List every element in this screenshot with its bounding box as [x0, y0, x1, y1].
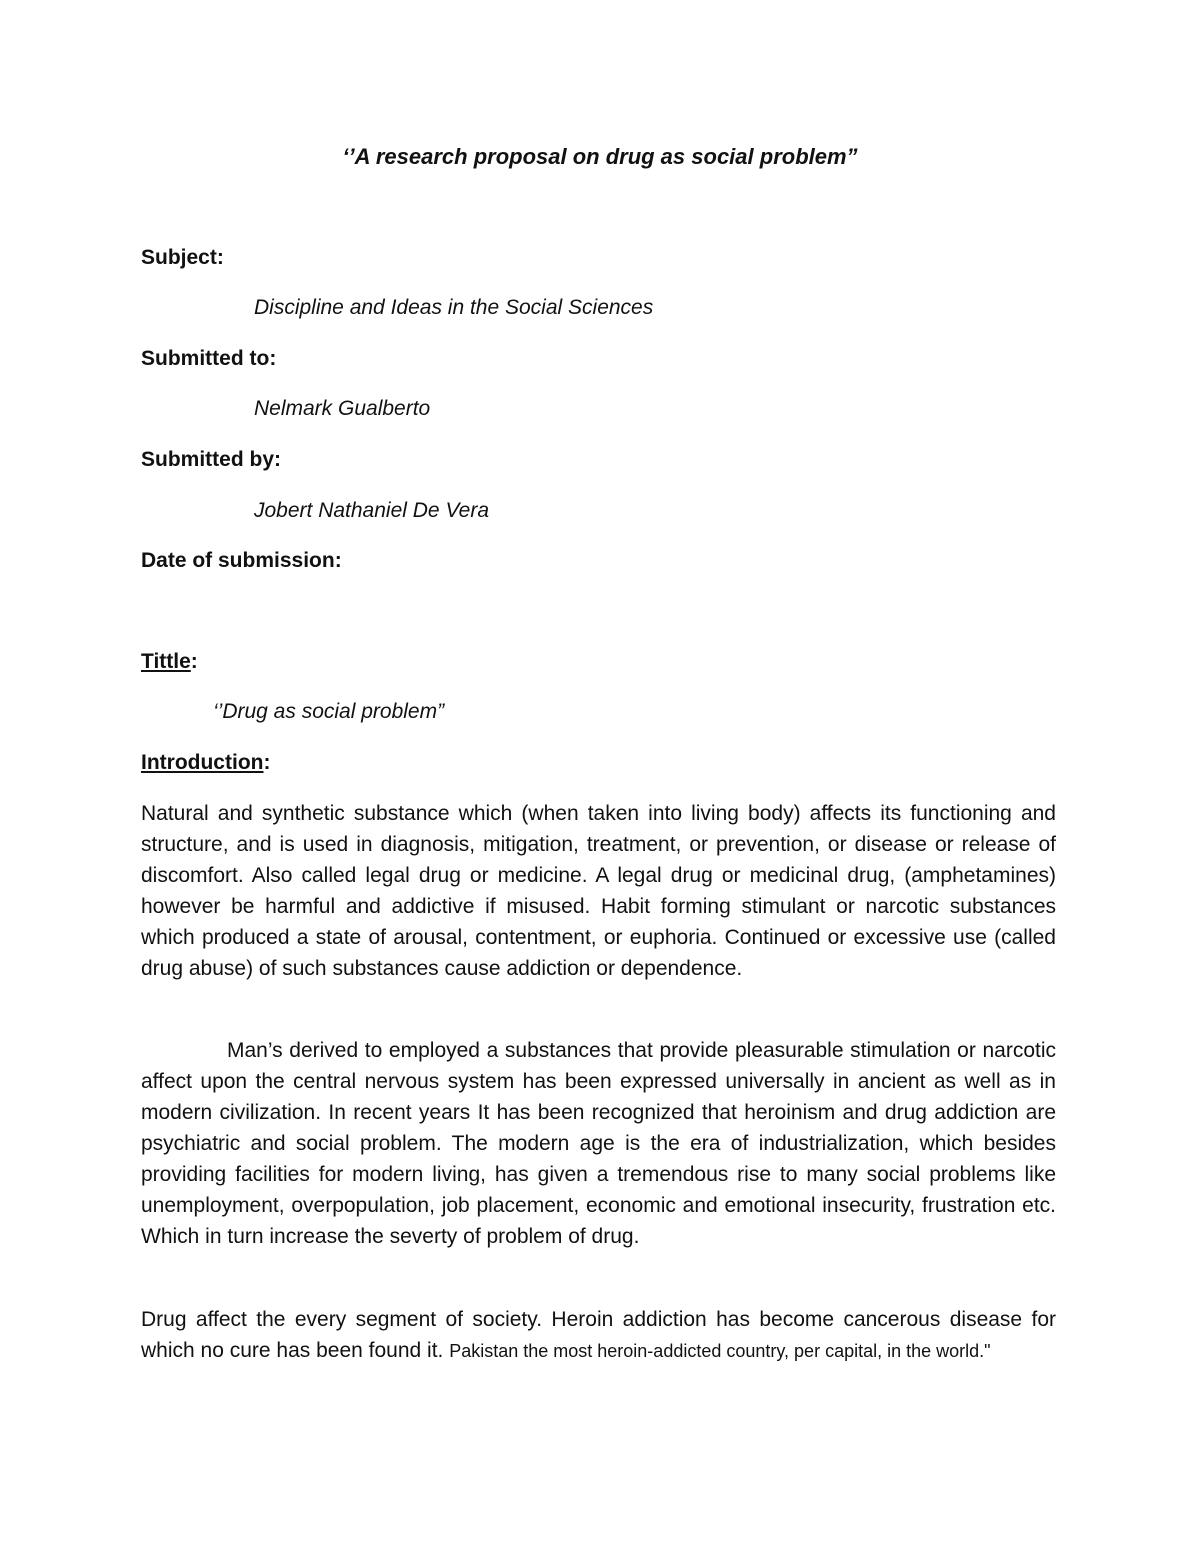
introduction-heading-text: Introduction	[141, 751, 264, 774]
submitted-to-label: Submitted to:	[141, 347, 277, 370]
submitted-by-label: Submitted by:	[141, 448, 281, 471]
subject-label: Subject:	[141, 246, 224, 269]
date-of-submission-label: Date of submission:	[141, 549, 342, 572]
tittle-heading-text: Tittle	[141, 650, 191, 673]
introduction-heading	[141, 751, 270, 775]
tittle-heading	[141, 650, 198, 674]
tittle-value: ‘’Drug as social problem”	[213, 700, 445, 723]
introduction-paragraph-1: Natural and synthetic substance which (when taken into living body) affects its functioning and structure, and is used in diagnosis, mitigation, treatment, or prevention, or disease or release of discomfort. Also called legal drug or medicine. A legal drug or medicinal drug, (amphetamines) however be harmful and addictive if misused. Habit forming stimulant or narcotic substances which produced a state of arousal, contentment, or euphoria. Continued or excessive use (called drug abuse) of such substances cause addiction or dependence.	[141, 802, 1056, 980]
tittle-heading-colon: :	[190, 650, 198, 673]
paragraph-3-quote-text: Pakistan the most heroin-addicted country, per capital, in the world."	[449, 1341, 991, 1361]
introduction-paragraph-2: Man’s derived to employed a substances that provide pleasurable stimulation or narcotic affect upon the central nervous system has been expressed universally in ancient as well as in modern civilization. In recent years It has been recognized that heroinism and drug addiction are psychiatric and social problem. The modern age is the era of industrialization, which besides providing facilities for modern living, has given a tremendous rise to many social problems like unemployment, overpopulation, job placement, economic and emotional insecurity, frustration etc. Which in turn increase the severty of problem of drug.	[141, 1039, 1056, 1248]
submitted-to-value: Nelmark Gualberto	[254, 397, 431, 420]
introduction-paragraph-3	[141, 1304, 1056, 1367]
introduction-heading-colon: :	[263, 751, 271, 774]
document-title: ‘’A research proposal on drug as social problem”	[342, 144, 858, 169]
submitted-by-value: Jobert Nathaniel De Vera	[254, 499, 490, 522]
paragraph-3-main-text: Drug affect the every segment of society. Heroin addiction has become cancerous disease for which no cure has been found it.	[141, 1308, 1056, 1362]
subject-value: Discipline and Ideas in the Social Sciences	[254, 296, 654, 319]
